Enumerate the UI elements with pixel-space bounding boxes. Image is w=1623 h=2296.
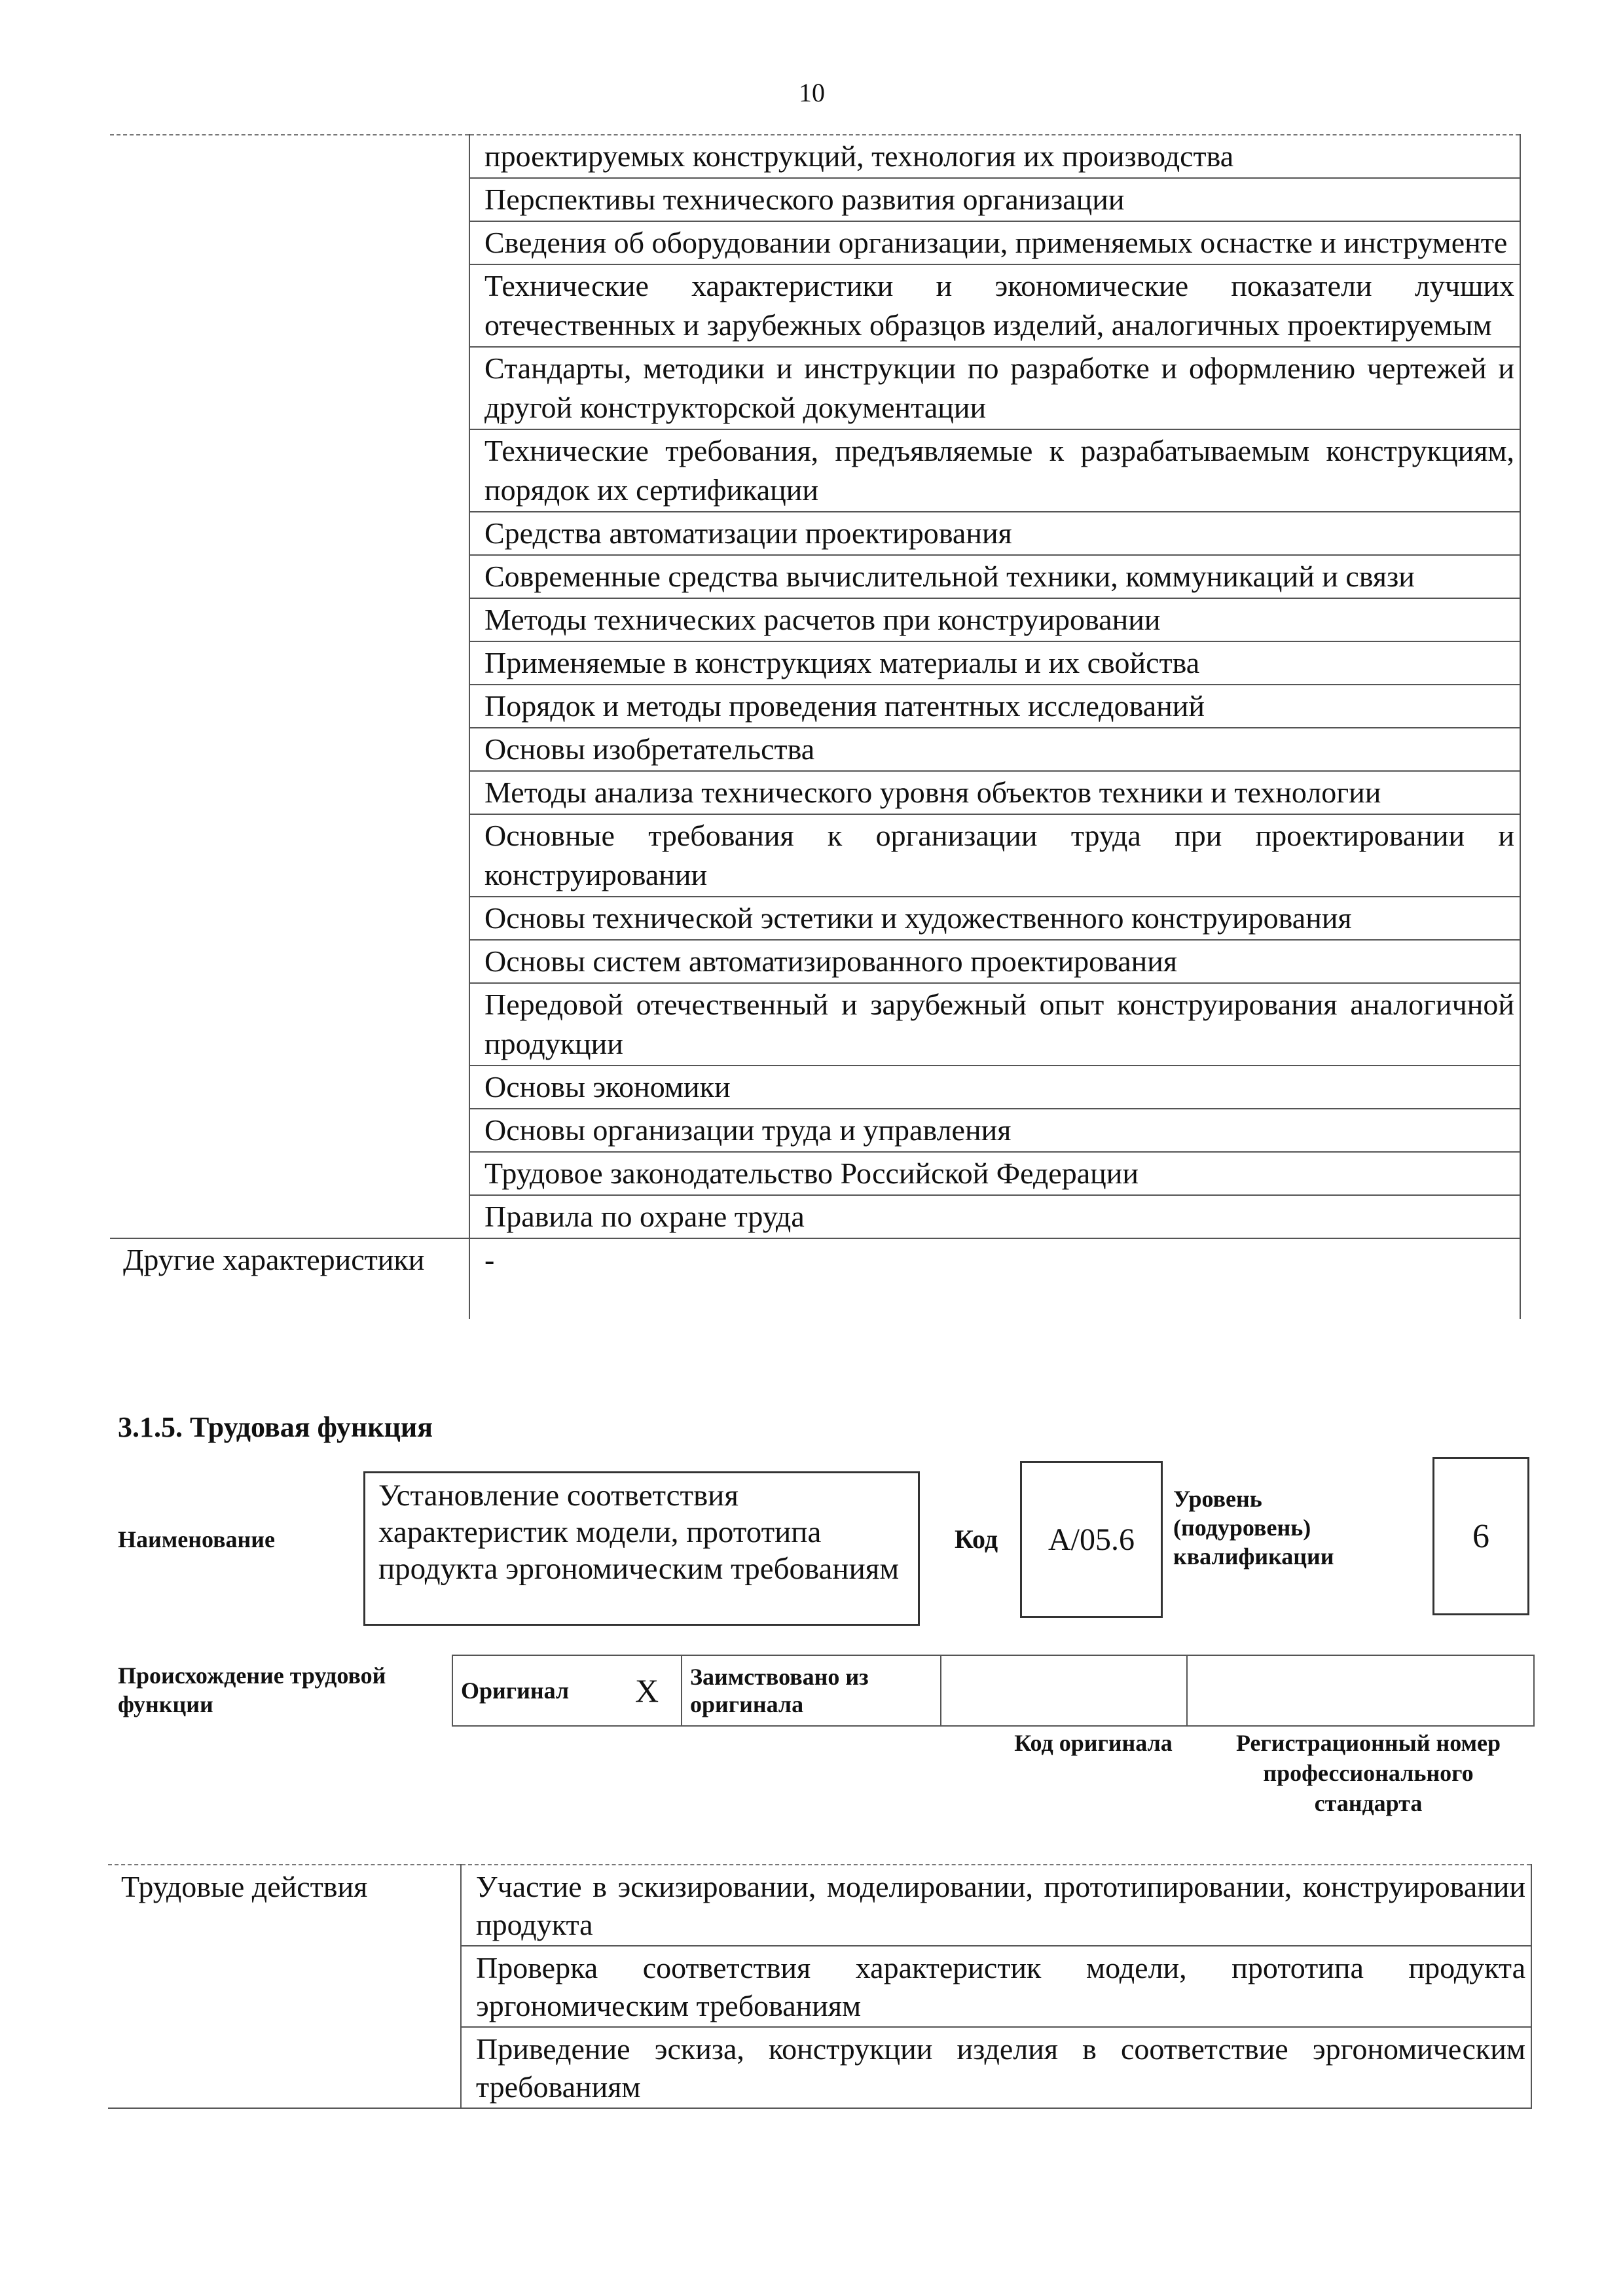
knowledge-item: Перспективы технического развития организации (469, 178, 1520, 221)
level-box: 6 (1432, 1457, 1529, 1615)
knowledge-item: Стандарты, методики и инструкции по разработке и оформлению чертежей и другой конструкторской документации (469, 347, 1520, 429)
knowledge-row (110, 135, 1520, 178)
code-box: А/05.6 (1020, 1461, 1163, 1618)
code-label: Код (955, 1524, 998, 1554)
labor-action-row (108, 1865, 1531, 1946)
original-code-cell (941, 1655, 1187, 1726)
page-number: 10 (799, 78, 825, 107)
knowledge-item: Основы экономики (469, 1066, 1520, 1109)
knowledge-item: Передовой отечественный и зарубежный опыт конструирования аналогичной продукции (469, 983, 1520, 1066)
original-label: Оригинал (452, 1655, 613, 1726)
name-label: Наименование (118, 1526, 275, 1552)
other-characteristics-value: - (469, 1238, 1520, 1319)
knowledge-item: Технические характеристики и экономические показатели лучших отечественных и зарубежных образцов изделий, аналогичных проектируемым (469, 264, 1520, 347)
other-characteristics-label: Другие характеристики (110, 1238, 469, 1319)
knowledge-item: Основы изобретательства (469, 728, 1520, 771)
knowledge-item: Основные требования к организации труда при проектировании и конструировании (469, 814, 1520, 897)
knowledge-item: Сведения об оборудовании организации, применяемых оснастке и инструменте (469, 221, 1520, 264)
function-name-box: Установление соответствия характеристик модели, прототипа продукта эргономическим требованиям (363, 1471, 920, 1626)
registration-number-cell (1187, 1655, 1534, 1726)
labor-actions-table (108, 1864, 1532, 2109)
knowledge-item: Порядок и методы проведения патентных исследований (469, 685, 1520, 728)
knowledge-item: Основы организации труда и управления (469, 1109, 1520, 1152)
knowledge-item: Правила по охране труда (469, 1195, 1520, 1238)
knowledge-item: Технические требования, предъявляемые к разрабатываемым конструкциям, порядок их сертификации (469, 429, 1520, 512)
level-label: Уровень (подуровень) квалификации (1173, 1486, 1334, 1570)
original-mark: Х (613, 1655, 682, 1726)
labor-action-item: Проверка соответствия характеристик модели, прототипа продукта эргономическим требованиям (461, 1946, 1531, 2027)
knowledge-item: Применяемые в конструкциях материалы и их свойства (469, 641, 1520, 685)
borrowed-label: Заимствовано из оригинала (682, 1655, 941, 1726)
knowledge-item: проектируемых конструкций, технология их производства (469, 135, 1520, 178)
knowledge-label-cell (110, 135, 469, 1238)
labor-action-item: Участие в эскизировании, моделировании, прототипировании, конструировании продукта (461, 1865, 1531, 1946)
origin-label: Происхождение трудовой функции (118, 1662, 386, 1717)
origin-table (452, 1655, 1535, 1727)
registration-number-caption: Регистрационный номер профессионального стандарта (1235, 1730, 1501, 1816)
other-characteristics-row (110, 1238, 1520, 1319)
section-title: 3.1.5. Трудовая функция (118, 1411, 433, 1443)
knowledge-item: Методы технических расчетов при конструировании (469, 598, 1520, 641)
original-code-caption: Код оригинала (1014, 1730, 1173, 1756)
knowledge-item: Методы анализа технического уровня объектов техники и технологии (469, 771, 1520, 814)
knowledge-table (110, 134, 1521, 1319)
knowledge-item: Средства автоматизации проектирования (469, 512, 1520, 555)
labor-actions-label: Трудовые действия (108, 1865, 461, 2108)
knowledge-item: Основы систем автоматизированного проектирования (469, 940, 1520, 983)
knowledge-item: Основы технической эстетики и художественного конструирования (469, 897, 1520, 940)
knowledge-item: Современные средства вычислительной техники, коммуникаций и связи (469, 555, 1520, 598)
labor-action-item: Приведение эскиза, конструкции изделия в соответствие эргономическим требованиям (461, 2027, 1531, 2108)
knowledge-item: Трудовое законодательство Российской Федерации (469, 1152, 1520, 1195)
